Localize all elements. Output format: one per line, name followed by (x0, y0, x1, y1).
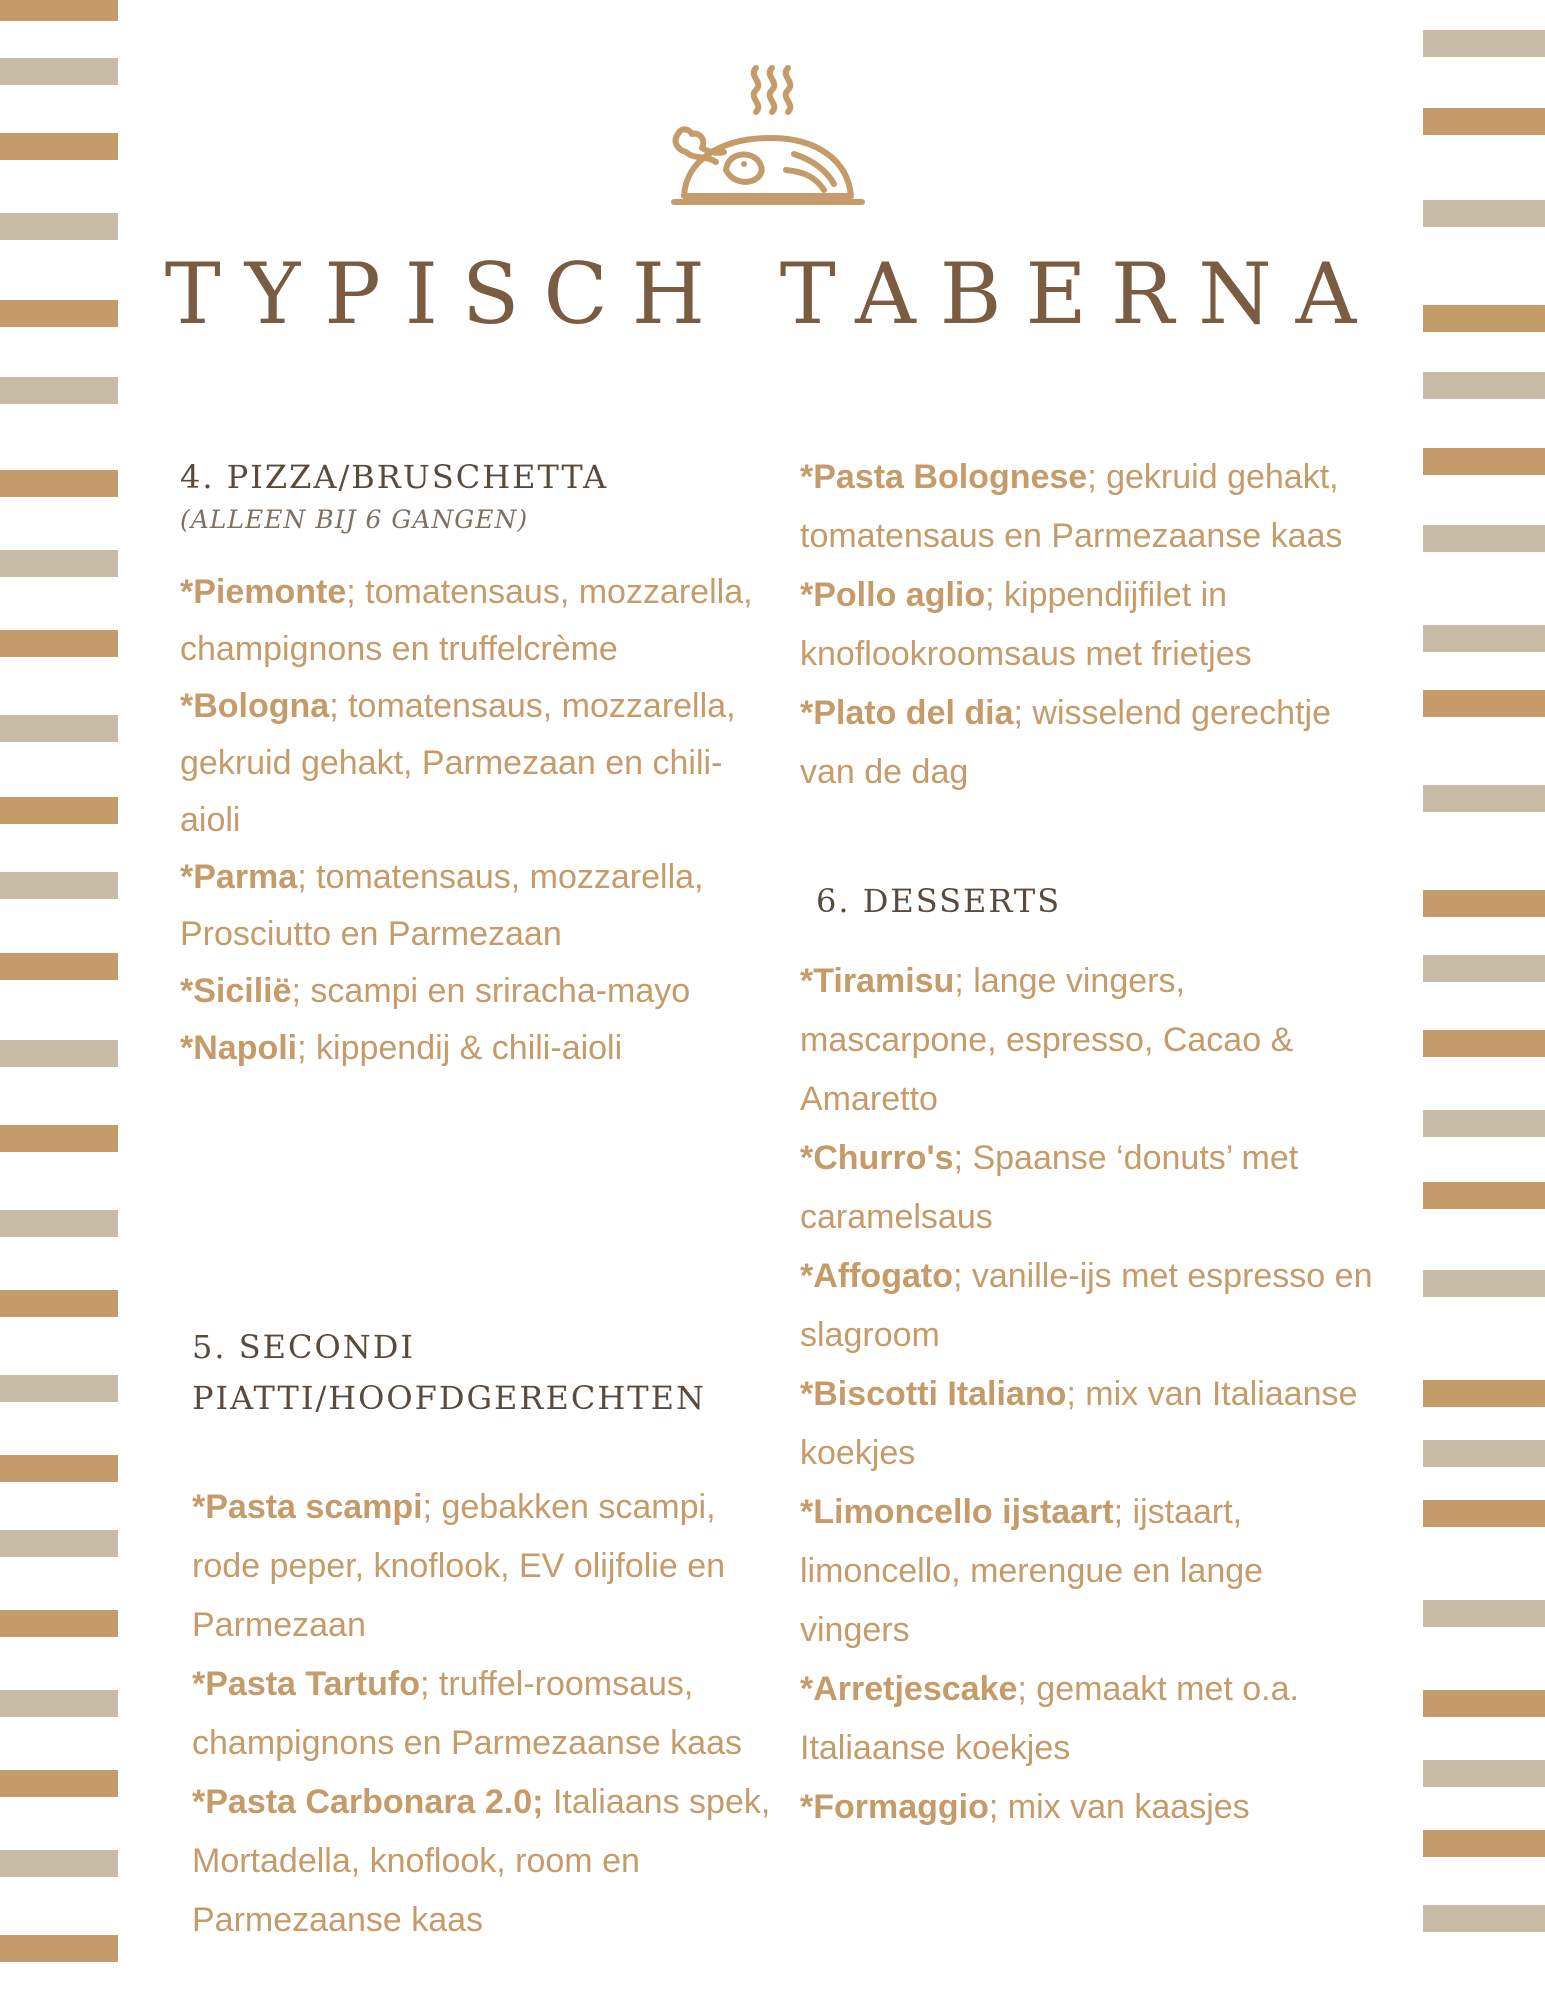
secondi-menu-list-left (192, 1478, 782, 1950)
menu-item (180, 564, 770, 678)
menu-item (180, 849, 770, 963)
menu-item-name: *Arretjescake (800, 1670, 1018, 1708)
menu-item-desc: ; gemaakt met o.a. Italiaanse koekjes (800, 1670, 1299, 1767)
menu-item-desc: ; gebakken scampi, rode peper, knoflook, EV olijfolie en Parmezaan (192, 1488, 726, 1644)
menu-item-desc: ; ijstaart, limoncello, merengue en lange vingers (800, 1493, 1264, 1649)
pizza-menu-list (180, 564, 770, 1077)
menu-item-name: *Sicilië (180, 972, 292, 1010)
menu-item-name: *Limoncello ijstaart (800, 1493, 1114, 1531)
menu-item (192, 1655, 782, 1773)
secondi-menu-list-right (800, 448, 1380, 802)
menu-item-desc: ; kippendijfilet in knoflookroomsaus met frietjes (800, 576, 1252, 673)
menu-item (180, 1020, 770, 1077)
menu-item (800, 1660, 1380, 1778)
secondi-heading (192, 1322, 706, 1424)
menu-item-name: *Plato del dia (800, 694, 1014, 732)
page-title: TYPISCH TABERNA (164, 245, 1381, 343)
menu-item-name: *Biscotti Italiano (800, 1375, 1067, 1413)
secondi-heading-line2: PIATTI/HOOFDGERECHTEN (192, 1379, 706, 1417)
menu-item-desc: ; truffel-roomsaus, champignons en Parmezaanse kaas (192, 1665, 742, 1762)
menu-item-desc: ; lange vingers, mascarpone, espresso, Cacao & Amaretto (800, 962, 1294, 1118)
menu-item (192, 1773, 782, 1950)
menu-item-name: *Pollo aglio (800, 576, 986, 614)
desserts-menu-list (800, 952, 1380, 1837)
menu-item-name: *Pasta Tartufo (192, 1665, 420, 1703)
menu-item (800, 566, 1380, 684)
left-stripe-border (0, 0, 118, 2000)
menu-item (800, 1483, 1380, 1660)
menu-item-desc: ; wisselend gerechtje van de dag (800, 694, 1332, 791)
menu-item-desc: ; mix van Italiaanse koekjes (800, 1375, 1358, 1472)
menu-item-name: *Piemonte (180, 573, 347, 611)
menu-item-name: *Parma (180, 858, 298, 896)
menu-item-name: *Formaggio (800, 1788, 989, 1826)
menu-item-name: *Bologna (180, 687, 330, 725)
right-stripe-border (1427, 0, 1545, 2000)
desserts-heading: 6. DESSERTS (816, 882, 1062, 920)
menu-item-desc: ; tomatensaus, mozzarella, Prosciutto en Parmezaan (180, 858, 704, 953)
menu-item-desc: ; kippendij & chili-aioli (297, 1029, 623, 1067)
menu-item-name: *Churro's (800, 1139, 954, 1177)
menu-item-desc: ; scampi en sriracha-mayo (291, 972, 691, 1010)
menu-item-desc: ; vanille-ijs met espresso en slagroom (800, 1257, 1373, 1354)
menu-item-name: *Pasta Bolognese (800, 458, 1088, 496)
menu-item-desc: Italiaans spek, Mortadella, knoflook, room en Parmezaanse kaas (192, 1783, 771, 1939)
menu-item-desc: ; mix van kaasjes (988, 1788, 1250, 1826)
secondi-heading-line1: 5. SECONDI (192, 1328, 415, 1366)
menu-item (800, 1778, 1380, 1837)
pizza-subheading: (ALLEEN BIJ 6 GANGEN) (180, 505, 529, 534)
menu-item (800, 448, 1380, 566)
menu-item (800, 952, 1380, 1129)
menu-item (800, 684, 1380, 802)
menu-item (800, 1129, 1380, 1247)
menu-item (180, 963, 770, 1020)
menu-item-name: *Pasta scampi (192, 1488, 423, 1526)
menu-item-desc: ; Spaanse ‘donuts’ met caramelsaus (800, 1139, 1299, 1236)
roast-chicken-icon (666, 60, 866, 210)
menu-item-name: *Tiramisu (800, 962, 955, 1000)
pizza-heading: 4. PIZZA/BRUSCHETTA (180, 458, 609, 496)
menu-item-name: *Pasta Carbonara 2.0; (192, 1783, 544, 1821)
menu-item-name: *Napoli (180, 1029, 298, 1067)
menu-item (192, 1478, 782, 1655)
menu-item-name: *Affogato (800, 1257, 953, 1295)
menu-item (180, 678, 770, 849)
menu-item-desc: ; tomatensaus, mozzarella, champignons en truffelcrème (180, 573, 753, 668)
menu-item-desc: ; gekruid gehakt, tomatensaus en Parmezaanse kaas (800, 458, 1343, 555)
menu-item (800, 1365, 1380, 1483)
menu-item-desc: ; tomatensaus, mozzarella, gekruid gehakt, Parmezaan en chili-aioli (180, 687, 736, 839)
menu-item (800, 1247, 1380, 1365)
